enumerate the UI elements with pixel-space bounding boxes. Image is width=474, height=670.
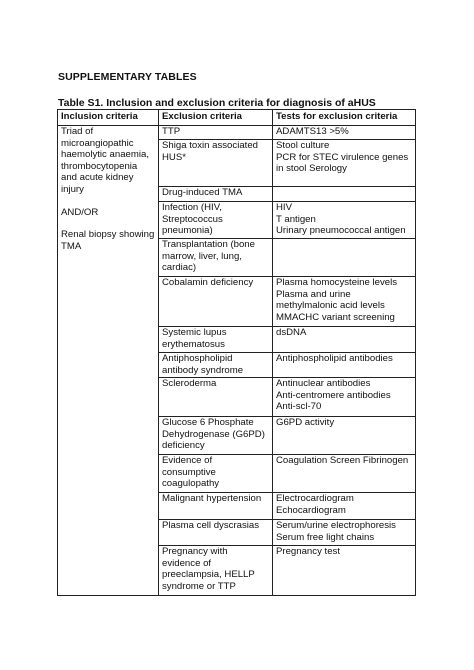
header-inclusion-criteria: Inclusion criteria [58,110,159,126]
exclusion-cell [159,277,273,327]
exclusion-cell [159,187,273,202]
test-cell [273,493,416,520]
exclusion-cell [159,378,273,417]
exclusion-text: Malignant hypertension [162,493,262,504]
criteria-table [57,109,416,596]
test-text: Antinuclear antibodies Anti-centromere antibodies Anti-scl-70 [276,378,391,413]
inclusion-connector-text: AND/OR [61,206,99,218]
header-tests-for-exclusion: Tests for exclusion criteria [273,110,416,126]
exclusion-cell [159,520,273,546]
exclusion-text: Drug-induced TMA [162,187,243,198]
table-header-row [58,110,416,126]
test-text: Plasma homocysteine levels Plasma and urine methylmalonic acid levels MMACHC variant screening [276,277,398,323]
exclusion-text: Scleroderma [162,378,217,389]
exclusion-text: Transplantation (bone marrow, liver, lung, cardiac) [162,239,255,274]
exclusion-text: Glucose 6 Phosphate Dehydrogenase (G6PD) deficiency [162,417,265,452]
test-text: Serum/urine electrophoresis Serum free light chains [276,520,396,543]
exclusion-cell [159,455,273,493]
test-cell [273,239,416,277]
test-cell [273,327,416,353]
inclusion-triad-text: Triad of microangiopathic haemolytic anaemia, thrombocytopenia and acute kidney injury [61,126,149,195]
test-text: Stool culture PCR for STEC virulence genes in stool Serology [276,140,409,175]
test-cell [273,202,416,239]
test-text: Antiphospholipid antibodies [276,353,393,364]
exclusion-cell [159,239,273,277]
test-cell [273,378,416,417]
exclusion-cell [159,327,273,353]
inclusion-spacer [61,196,156,207]
test-text: dsDNA [276,327,307,338]
test-text: Pregnancy test [276,546,340,557]
test-text: Electrocardiogram Echocardiogram [276,493,354,516]
exclusion-cell [159,493,273,520]
inclusion-spacer [61,218,156,229]
exclusion-cell [159,417,273,455]
table-caption: Table S1. Inclusion and exclusion criteria for diagnosis of aHUS [58,97,376,109]
exclusion-text: Cobalamin deficiency [162,277,254,288]
test-cell [273,455,416,493]
header-exclusion-criteria: Exclusion criteria [159,110,273,126]
exclusion-cell [159,353,273,378]
test-cell [273,520,416,546]
test-cell [273,353,416,378]
test-text: Coagulation Screen Fibrinogen [276,455,409,466]
table-row [58,126,416,140]
test-text: G6PD activity [276,417,335,428]
test-cell [273,187,416,202]
exclusion-cell [159,202,273,239]
test-cell [273,546,416,596]
inclusion-criteria-cell [58,126,159,596]
test-cell [273,140,416,187]
exclusion-text: Antiphospholipid antibody syndrome [162,353,244,376]
exclusion-cell [159,140,273,187]
exclusion-cell [159,546,273,596]
exclusion-text: Shiga toxin associated HUS* [162,140,258,163]
exclusion-text: TTP [162,126,181,137]
exclusion-text: Evidence of consumptive coagulopathy [162,455,220,490]
test-cell [273,126,416,140]
exclusion-text: Systemic lupus erythematosus [162,327,227,350]
exclusion-text: Infection (HIV, Streptococcus pneumonia) [162,202,223,237]
exclusion-text: Plasma cell dyscrasias [162,520,260,531]
test-text: ADAMTS13 >5% [276,126,349,137]
document-heading: SUPPLEMENTARY TABLES [58,71,197,83]
test-cell [273,277,416,327]
exclusion-cell [159,126,273,140]
exclusion-text: Pregnancy with evidence of preeclampsia, HELLP syndrome or TTP [162,546,255,592]
test-text: HIV T antigen Urinary pneumococcal antigen [276,202,406,237]
inclusion-biopsy-text: Renal biopsy showing TMA [61,229,155,252]
test-cell [273,417,416,455]
